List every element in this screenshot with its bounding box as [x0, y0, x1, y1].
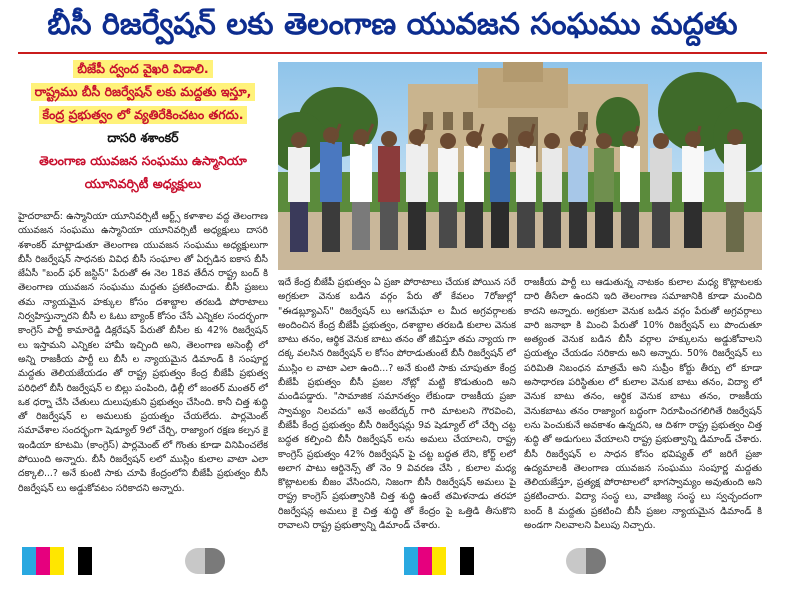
author-title: తెలంగాణ యువజన సంఘము ఉస్మానియా — [39, 153, 247, 168]
news-photo — [278, 62, 762, 270]
magenta-swatch — [36, 547, 50, 575]
subhead-line: కేంద్ర ప్రభుత్వం లో వ్యతిరేకించటం తగదు. — [39, 106, 248, 124]
subhead-line: బీజేపీ ద్వంద వైఖరి విడాలి. — [73, 60, 212, 78]
magenta-swatch — [418, 547, 432, 575]
author-title: యూనివర్సిటీ అధ్యక్షులు — [84, 176, 202, 191]
author-name: దాసరి శశాంకర్ — [107, 130, 179, 145]
gray-registration-pill — [566, 548, 606, 574]
white-swatch — [446, 547, 460, 575]
color-registration-bar — [22, 547, 92, 575]
white-swatch — [64, 547, 78, 575]
article-column-3: రాజకీయ పార్టీ లు ఆడుతున్న నాటకం కులాల మధ్య కొట్లాటలకు దారి తీసేలా ఉందని ఇది తెలంగాణ సమాజానికి కూడా మంచిది కాదని అన్నారు. అగ్రకులా వెనుక బడిన వర్గం పేరుతో అగ్రవర్గాలు వారి జనాభా కి మించి పేరుతో 10% రిజర్వేషన్ లు పొందుతూ అత్యంత వెనుక బడిన బీసీ వర్గాల హక్కులను అడ్డుకోవాలని ప్రయత్నం చేయడం సరికాదు అని అన్నారు. 50% రిజర్వేషన్ లు పరిమితి నిబంధన మాత్రమే అని సుప్రీం కోర్టు తీర్పు లో కూడా అసాధారణ పరిస్థితుల లో కులాల వెనుక బాటు తనం, విద్యా లో వెనుక బాటు తనం, ఆర్థిక వెనుక బాటు తనం, రాజకీయ వెనుకబాటు తనం రాజ్యాంగ బద్ధంగా నిరూపించగలిగితే రిజర్వేషన్ లను పెంచుకునే అవకాశం ఉన్నదని, ఆ దిశగా రాష్ట్ర ప్రభుత్వం చిత్త శుద్ధి తో అడుగులు వేయాలని రాష్ట్ర ప్రభుత్వాన్ని డిమాండ్ చేశారు. బీసీ రిజర్వేషన్ ల సాధన కోసం భవిష్యత్ లో జరిగే ప్రజా ఉద్యమాలకి తెలంగాణ యువజన సంఘము సంపూర్ణ మద్దతు తెలియజేస్తూ, ప్రత్యక్ష పోరాటాలలో భాగస్వామ్యం అవుతుంది అని ప్రకటించారు. విద్యా సంస్థ లు, వాణిజ్య సంస్థ లు స్వచ్ఛందంగా బంద్ కి మద్దతు ప్రకటించి బీసీ ప్రజల న్యాయమైన డిమాండ్ కి అండగా నిలవాలని పిలుపు నిచ్చారు. — [524, 277, 762, 532]
subhead-line: రాష్ట్రము బీసీ రిజర్వేషన్ లకు మద్దతు ఇస్తూ, — [31, 83, 256, 101]
color-registration-bar — [404, 547, 474, 575]
gray-registration-pill — [185, 548, 225, 574]
black-swatch — [78, 547, 92, 575]
article-column-2: ఇదే కేంద్ర బీజేపీ ప్రభుత్వం ఏ ప్రజా పోరాటాలు చేయక పోయిన సరే అగ్రకులా వెనుక బడిన వర్గం పేరు తో కేవలం 7రోజుల్లో "ఈడబ్ల్యూఎస్" రిజర్వేషన్ లు ఆగమేఘా ల మీద అగ్రవర్గాలకు అందించిన కేంద్ర బీజేపీ ప్రభుత్వం, దశాబ్దాల తరబడి కులాల వెనుక బాటు తనం, ఆర్థిక వెనుక బాటు తనం తో జీవిస్తూ తమ న్యాయ గా దక్క వలసిన రిజర్వేషన్ ల కోసం పోరాడుతుంటే బీసీ రిజర్వేషన్ లో ముస్లిం ల వాటా ఎలా ఉంది...? అనే కుంటి సాకు చూపుతూ కేంద్ర బీజేపీ ప్రభుత్వం బీసీ ప్రజల నోట్లో మట్టి కొడుతుంది అని మండిపడ్డారు. "సామాజిక సమానత్వం లేకుండా రాజకీయ ప్రజా స్వామ్యం నిలవదు" అనే అంబేద్కర్ గారి మాటలని గౌరవించి, బీజేపీ కేంద్ర ప్రభుత్వం బీసీ రిజర్వేషన్లు 9వ షెడ్యూల్ లో చేర్చి చట్ట బద్ధత కల్పించి బీసీ రిజర్వేషన్ లను అమలు చేయాలని, రాష్ట్ర కాంగ్రెస్ ప్రభుత్వం 42% రిజర్వేషన్ పై చట్ట బద్ధత లేని, కోర్ట్ లలో అలాగ పాటు ఆర్డినెన్స్ తో నెం 9 వివరణ చేసి , కులాల మధ్య కొట్లాటలకు బీజం వేసిందని, నిజంగా బీసీ రిజర్వేషన్ అమలు పై రాష్ట్ర కాంగ్రెస్ ప్రభుత్వానికి చిత్త శుద్ధి ఉంటే తమిళనాడు తరహా రిజర్వేషన్ల అమలు కై చిత్త శుద్ధి తో కేంద్రం పై ఒత్తిడి తీసుకొని రావాలని రాష్ట్ర ప్రభుత్వాన్ని డిమాండ్ చేశారు. — [278, 277, 516, 532]
headline-rule — [18, 52, 767, 54]
article-column-1: హైదరాబాద్: ఉస్మానియా యూనివర్సిటీ ఆర్ట్స్ కళాశాల వద్ద తెలంగాణ యువజన సంఘము ఉస్మానియా యూనివర్సిటీ అధ్యక్షులు దాసరి శశాంకర్ మాట్లాడుతూ తెలంగాణ యువజన సంఘము అధ్యక్షులుగా బీసీ రిజర్వేషన్ సాధనకు వివిధ బీసీ సంఘాల తో ఏర్పడిన ఐకాస బీసీ జేఏసీ "బంద్ ఫర్ జస్టిస్" పేరుతో ఈ నెల 18వ తేదీన రాష్ట్ర బంద్ కి తెలంగాణ యువజన సంఘము మద్దతు ప్రకటించాడు. బీసీ ప్రజలు తమ న్యాయమైన హక్కుల కోసం దశాబ్దాల తరబడి పోరాటాలు నిర్వహిస్తున్నారని బీసీ ల ఓటు బ్యాంక్ కోసం చేసే ఎన్నికల సందర్భంగా కాంగ్రెస్ పార్టీ కామారెడ్డి డిక్లరేషన్ పేరుతో బీసీల కు 42% రిజర్వేషన్ లు ఇస్తామని ఎన్నికల హామీ ఇచ్చింది అని, తెలంగాణ అసెంబ్లీ లో అన్ని రాజకీయ పార్టీ లు బీసీ ల న్యాయమైన డిమాండ్ కి సంపూర్ణ మద్దతు తెలియజేయడం తో రాష్ట్ర ప్రభుత్వం కేంద్ర బీజేపీ ప్రభుత్వ పరిధిలో బీసీ రిజర్వేషన్ ల బిల్లు పంపింది, ఢిల్లీ లో జంతర్ మంతర్ లో ఒక ధర్నా చేసి చేతులు దులుపుకుని ప్రభుత్వం చేసింది. కానీ చిత్త శుద్ధి తో రిజర్వేషన్ ల అమలుకు ప్రయత్నం చేయలేదు. పార్లమెంట్ సమావేశాల సందర్భంగా షెడ్యూల్ 9లో చేర్చి, రాజ్యాంగ రక్షణ కల్పన కై ఇండియా కూటమి (కాంగ్రెస్) పార్లమెంట్ లో గొంతు కూడా వినిపించలేక పోయింది అన్నారు. బీసీ రిజర్వేషన్ లలో ముస్లిం కులాల వాటా ఎలా దక్కాలి...? అనే కుంటి సాకు చూపి కేంద్రంలోని బీజేపీ ప్రభుత్వం బీసీ రిజర్వేషన్ లు అడ్డుకోవటం సరికాదని అన్నారు. — [18, 211, 268, 494]
headline: బీసీ రిజర్వేషన్ లకు తెలంగాణ యువజన సంఘము మద్దతు — [47, 7, 738, 42]
yellow-swatch — [432, 547, 446, 575]
yellow-swatch — [50, 547, 64, 575]
cyan-swatch — [22, 547, 36, 575]
group-photo-illustration — [278, 62, 762, 270]
subheads — [18, 60, 268, 198]
black-swatch — [460, 547, 474, 575]
cyan-swatch — [404, 547, 418, 575]
